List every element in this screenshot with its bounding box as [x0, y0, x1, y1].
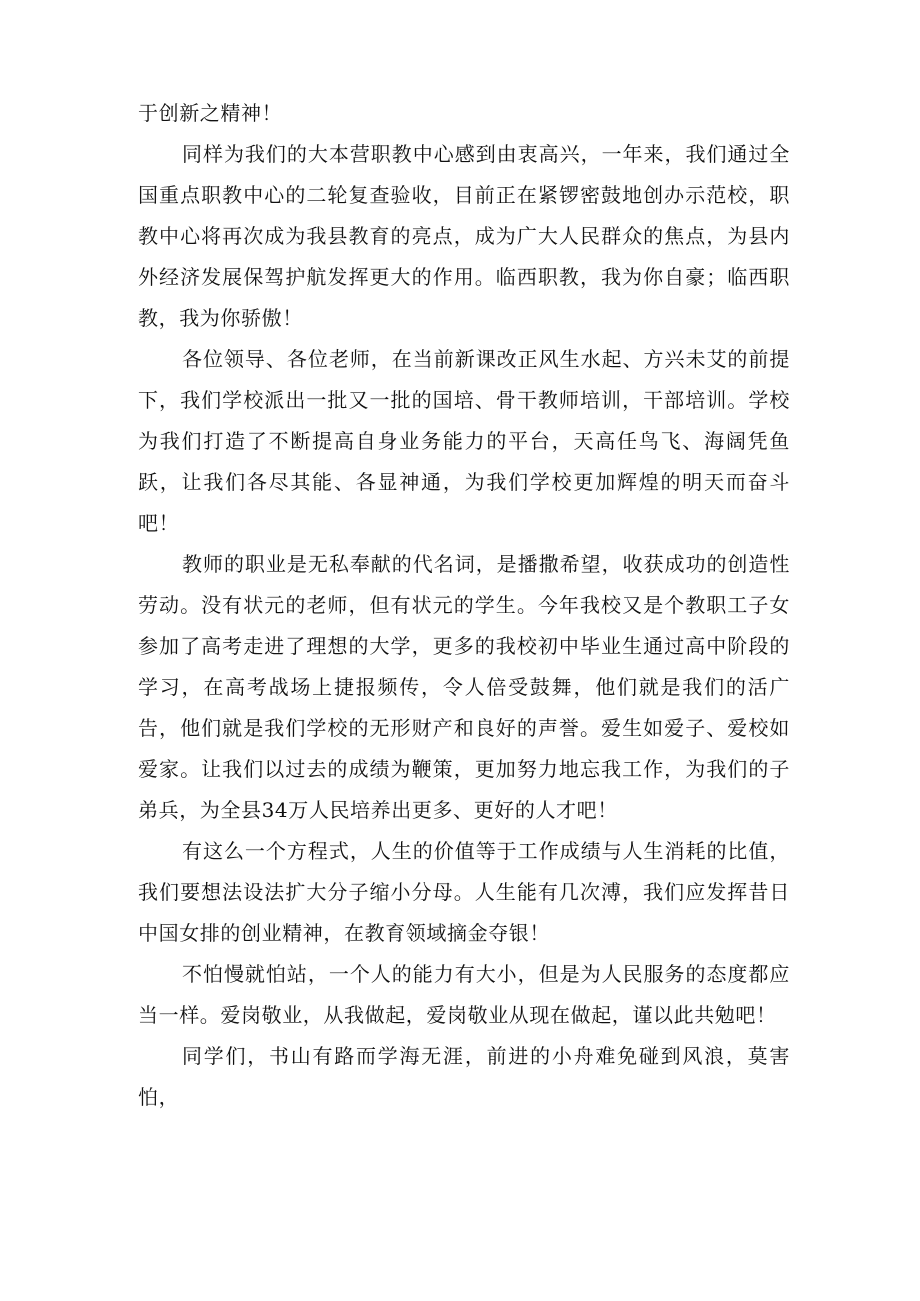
paragraph-students: 同学们，书山有路而学海无涯，前进的小舟难免碰到风浪，莫害怕， [138, 1044, 790, 1109]
paragraph-continuation: 于创新之精神！ [138, 101, 283, 125]
document-body [138, 93, 790, 1118]
paragraph-life-value: 有这么一个方程式，人生的价值等于工作成绩与人生消耗的比值，我们要想法设法扩大分子缩小分母。人生能有几次溥，我们应发挥昔日中国女排的创业精神，在教育领域摘金夺银！ [138, 839, 790, 945]
paragraph-work-attitude: 不怕慢就怕站，一个人的能力有大小，但是为人民服务的态度都应当一样。爱岗敬业，从我做起，爱岗敬业从现在做起，谨以此共勉吧！ [138, 962, 790, 1027]
paragraph-vocational-center: 同样为我们的大本营职教中心感到由衷高兴，一年来，我们通过全国重点职教中心的二轮复查验收，目前正在紧锣密鼓地创办示范校，职教中心将再次成为我县教育的亮点，成为广大人民群众的焦点，为县内外经济发展保驾护航发挥更大的作用。临西职教，我为你自豪；临西职教，我为你骄傲！ [138, 142, 790, 330]
paragraph-teacher-training: 各位领导、各位老师，在当前新课改正风生水起、方兴未艾的前提下，我们学校派出一批又一批的国培、骨干教师培训，干部培训。学校为我们打造了不断提高自身业务能力的平台，天高任鸟飞、海阔凭鱼跃，让我们各尽其能、各显神通，为我们学校更加辉煌的明天而奋斗吧！ [138, 347, 790, 535]
paragraph-teacher-dedication: 教师的职业是无私奉献的代名词，是播撒希望，收获成功的创造性劳动。没有状元的老师，但有状元的学生。今年我校又是个教职工子女参加了高考走进了理想的大学，更多的我校初中毕业生通过高中阶段的学习，在高考战场上捷报频传，令人倍受鼓舞，他们就是我们的活广告，他们就是我们学校的无形财产和良好的声誉。爱生如爱子、爱校如爱家。让我们以过去的成绩为鞭策，更加努力地忘我工作，为我们的子弟兵，为全县34万人民培养出更多、更好的人才吧！ [138, 552, 790, 822]
